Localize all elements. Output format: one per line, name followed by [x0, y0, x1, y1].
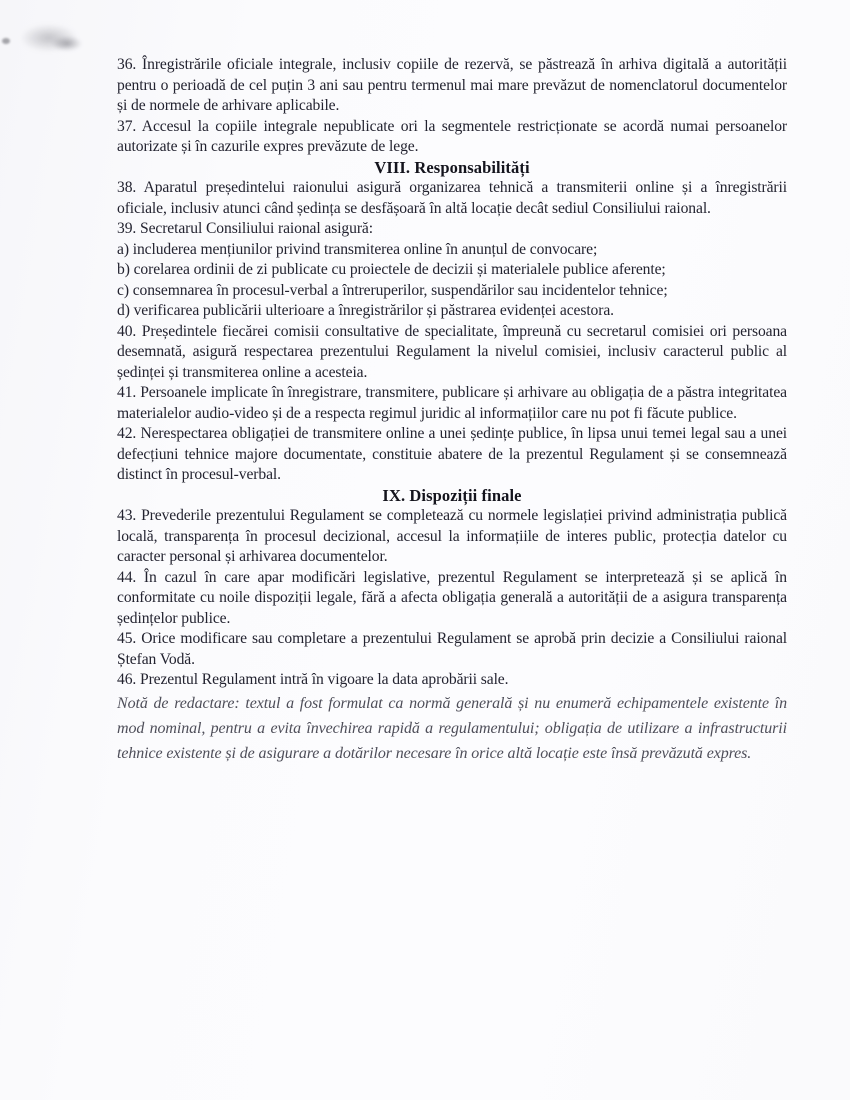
editorial-note: Notă de redactare: textul a fost formulat ca normă generală și nu enumeră echipamentele existente în mod nominal, pentru a evita învechirea rapidă a regulamentului; obligația de utilizare a infrastructurii tehnice existente și de asigurare a dotărilor necesare în orice altă locație este însă prevăzută expres. — [117, 694, 787, 762]
paragraph-42: 42. Nerespectarea obligației de transmitere online a unei ședințe publice, în lipsa unui temei legal sau a unei defecțiuni tehnice majore documentate, constituie abatere de la prezentul Regulament și se consemnează distinct în procesul-verbal. — [117, 425, 787, 483]
list-item-a: a) includerea mențiunilor privind transmiterea online în anunțul de convocare; — [117, 240, 598, 258]
paragraph-44: 44. În cazul în care apar modificări legislative, prezentul Regulament se interpretează și se aplică în conformitate cu noile dispoziții legale, fără a afecta obligația generală a autorității de a asigura transparența ședințelor publice. — [117, 568, 787, 627]
scan-smudge — [2, 38, 10, 44]
section-heading-viii: VIII. Responsabilități — [374, 157, 530, 177]
list-item-d: d) verificarea publicării ulterioare a înregistrărilor și păstrarea evidenței acestora. — [117, 302, 614, 319]
scan-smudge — [52, 36, 82, 51]
paragraph-37: 37. Accesul la copiile integrale nepublicate ori la segmentele restricționate se acordă numai persoanelor autorizate și în cazurile expres prevăzute de lege. — [117, 117, 787, 155]
section-heading-ix: IX. Dispoziții finale — [382, 485, 522, 505]
paragraph-38: 38. Aparatul președintelui raionului asigură organizarea tehnică a transmiterii online și a înregistrării oficiale, inclusiv atunci când ședința se desfășoară în altă locație decât sediul Consiliului raional. — [117, 179, 787, 217]
document-body — [117, 55, 787, 766]
paragraph-43: 43. Prevederile prezentului Regulament se completează cu normele legislației privind administrația publică locală, transparența în procesul decizional, accesul la informațiile de interes public, protecția datelor cu caracter personal și arhivarea documentelor. — [117, 507, 787, 565]
paragraph-41: 41. Persoanele implicate în înregistrare, transmitere, publicare și arhivare au obligația de a păstra integritatea materialelor audio-video și de a respecta regimul juridic al informațiilor care nu pot fi făcute publice. — [117, 384, 787, 422]
paragraph-45: 45. Orice modificare sau completare a prezentului Regulament se aprobă prin decizie a Consiliului raional Ștefan Vodă. — [117, 630, 787, 668]
paragraph-39: 39. Secretarul Consiliului raional asigură: — [117, 220, 373, 237]
list-item-b: b) corelarea ordinii de zi publicate cu proiectele de decizii și materialele publice aferente; — [117, 261, 666, 278]
paragraph-36: 36. Înregistrările oficiale integrale, inclusiv copiile de rezervă, se păstrează în arhiva digitală a autorității pentru o perioadă de cel puțin 3 ani sau pentru termenul mai mare prevăzut de nomenclatorul documentelor și de normele de arhivare aplicabile. — [117, 56, 787, 114]
list-item-c: c) consemnarea în procesul-verbal a întreruperilor, suspendărilor sau incidentelor tehnice; — [117, 281, 668, 299]
paragraph-46: 46. Prezentul Regulament intră în vigoare la data aprobării sale. — [117, 671, 509, 688]
paragraph-40: 40. Președintele fiecărei comisii consultative de specialitate, împreună cu secretarul comisiei ori persoana desemnată, asigură respectarea prezentului Regulament la nivelul comisiei, inclusiv caracterul public al ședinței și transmiterea online a acesteia. — [117, 322, 787, 381]
